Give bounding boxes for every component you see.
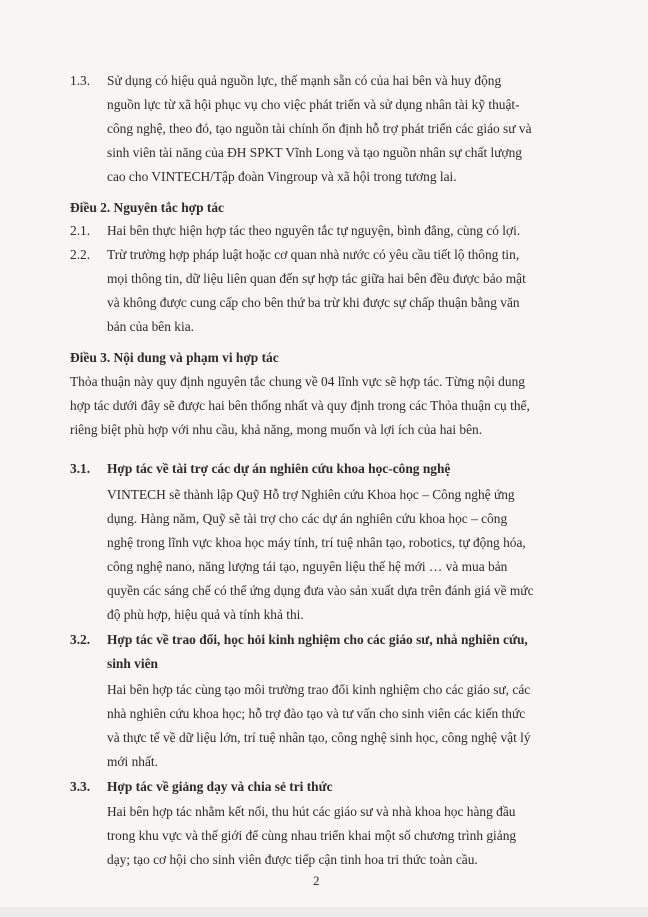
text-line: Hai bên thực hiện hợp tác theo nguyên tắc tự nguyện, bình đẳng, cùng có lợi. [107, 223, 521, 238]
section-title: Hợp tác về giảng dạy và chia sẻ tri thức [107, 779, 333, 794]
text-line: sinh viên tài năng của ĐH SPKT Vĩnh Long và tạo nguồn nhân sự chất lượng [107, 145, 522, 160]
text-line: Hai bên hợp tác cùng tạo môi trường trao đổi kinh nghiệm cho các giáo sư, các [107, 682, 531, 697]
text-line: mọi thông tin, dữ liệu liên quan đến sự hợp tác giữa hai bên đều được bảo mật [107, 271, 526, 286]
text-line: dụng. Hàng năm, Quỹ sẽ tài trợ cho các dự án nghiên cứu khoa học – công [107, 511, 508, 526]
text-line: Thỏa thuận này quy định nguyên tắc chung về 04 lĩnh vực sẽ hợp tác. Từng nội dung [70, 374, 525, 389]
text-line: dạy; tạo cơ hội cho sinh viên được tiếp cận tinh hoa tri thức toàn cầu. [107, 852, 478, 867]
text-line: bản của bên kia. [107, 319, 194, 334]
section-title: sinh viên [107, 656, 158, 671]
text-line: độ phù hợp, hiệu quả và tính khả thi. [107, 607, 304, 622]
section-title: Hợp tác về tài trợ các dự án nghiên cứu khoa học-công nghệ [107, 461, 451, 476]
section-title: Hợp tác về trao đổi, học hỏi kinh nghiệm cho các giáo sư, nhà nghiên cứu, [107, 632, 528, 647]
section-number: 3.1. [70, 461, 91, 476]
text-line: quyền các sáng chế có thể ứng dụng đưa vào sản xuất dựa trên đánh giá về mức [107, 583, 534, 598]
text-line: Sử dụng có hiệu quả nguồn lực, thế mạnh sẵn có của hai bên và huy động [107, 73, 502, 88]
section-number: 3.2. [70, 632, 91, 647]
text-line: mới nhất. [107, 754, 158, 769]
text-line: và thực tế về dữ liệu lớn, trí tuệ nhân tạo, công nghệ sinh học, công nghệ vật lý [107, 730, 531, 745]
text-line: riêng biệt phù hợp với nhu cầu, khả năng, mong muốn và lợi ích của hai bên. [70, 422, 483, 437]
item-number: 1.3. [70, 73, 91, 88]
text-line: nghệ trong lĩnh vực khoa học máy tính, trí tuệ nhân tạo, robotics, tự động hóa, [107, 535, 526, 550]
scan-edge [0, 907, 648, 917]
section-number: 3.3. [70, 779, 91, 794]
text-line: hợp tác dưới đây sẽ được hai bên thống nhất và quy định trong các Thỏa thuận cụ thể, [70, 398, 530, 413]
text-line: Trừ trường hợp pháp luật hoặc cơ quan nhà nước có yêu cầu tiết lộ thông tin, [107, 247, 520, 262]
text-line: trong khu vực và thế giới để cùng nhau triển khai một số chương trình giảng [107, 828, 517, 843]
text-line: Hai bên hợp tác nhằm kết nối, thu hút các giáo sư và nhà khoa học hàng đầu [107, 804, 516, 819]
text-line: cao cho VINTECH/Tập đoàn Vingroup và xã hội trong tương lai. [107, 169, 457, 184]
item-number: 2.2. [70, 247, 91, 262]
page-number: 2 [313, 873, 320, 888]
text-line: nguồn lực từ xã hội phục vụ cho việc phát triển và sử dụng nhân tài kỹ thuật- [107, 97, 520, 112]
article-heading: Điều 2. Nguyên tắc hợp tác [70, 200, 224, 215]
item-number: 2.1. [70, 223, 91, 238]
text-line: và không được cung cấp cho bên thứ ba trừ khi được sự chấp thuận bằng văn [107, 295, 520, 310]
text-line: công nghệ, theo đó, tạo nguồn tài chính ổn định hỗ trợ phát triển các giáo sư và [107, 121, 532, 136]
text-line: VINTECH sẽ thành lập Quỹ Hỗ trợ Nghiên cứu Khoa học – Công nghệ ứng [107, 487, 515, 502]
article-heading: Điều 3. Nội dung và phạm vi hợp tác [70, 350, 279, 365]
text-line: nhà nghiên cứu khoa học; hỗ trợ đào tạo và tư vấn cho sinh viên các kiến thức [107, 706, 526, 721]
text-line: công nghệ nano, năng lượng tái tạo, nguyên liệu thế hệ mới … và mua bản [107, 559, 508, 574]
